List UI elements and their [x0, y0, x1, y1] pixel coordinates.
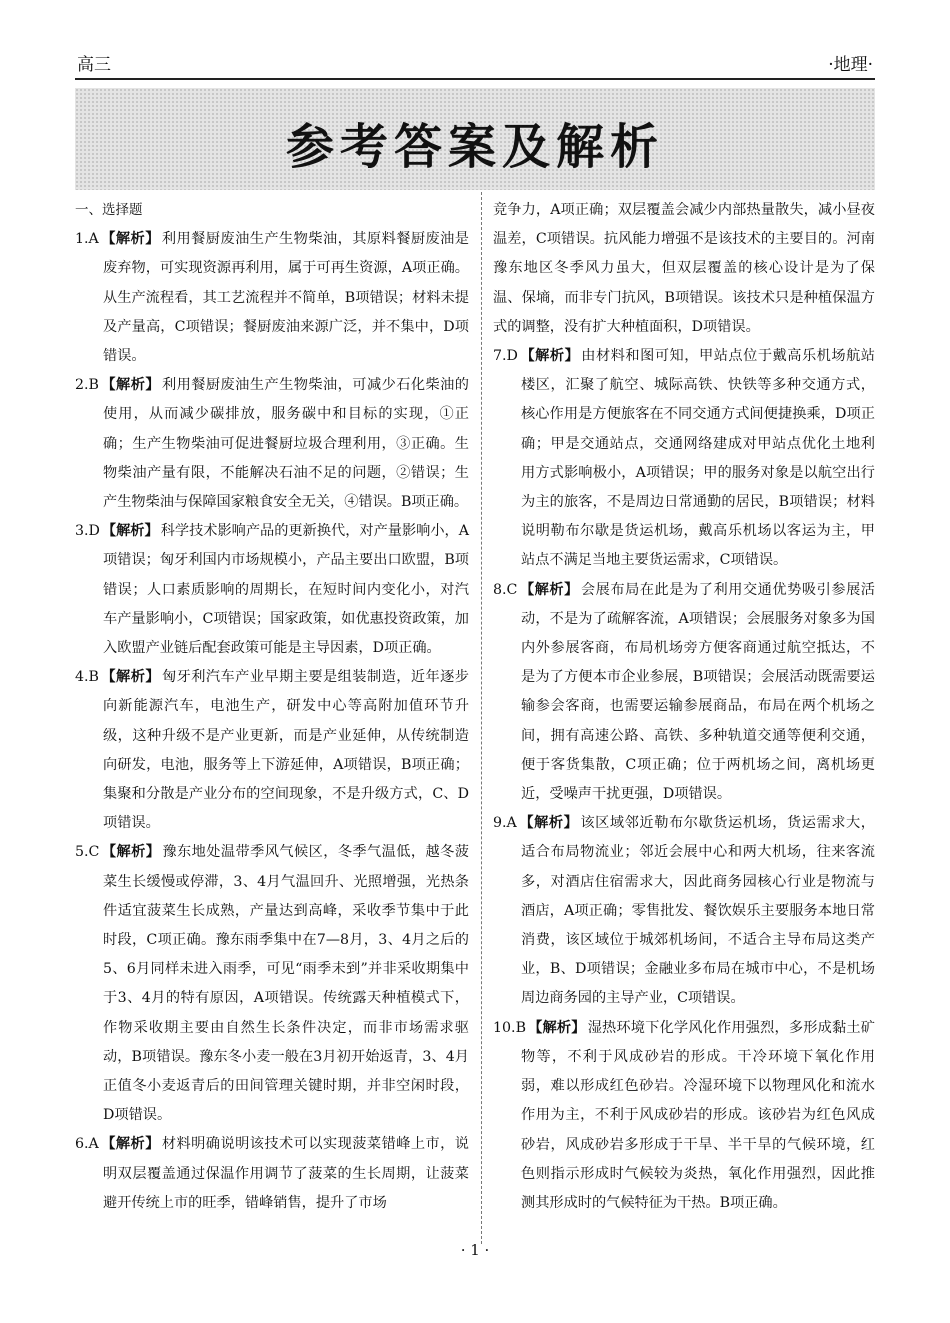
analysis-tag: 【解析】 — [528, 1019, 586, 1036]
answer-number: 6.A — [75, 1136, 99, 1153]
analysis-tag: 【解析】 — [100, 669, 160, 686]
title-banner — [75, 88, 875, 190]
page-number: · 1 · — [460, 1241, 490, 1259]
analysis-text: 材料明确说明该技术可以实现菠菜错峰上市，说明双层覆盖通过保温作用调节了菠菜的生长周期，让菠菜避开传统上市的旺季，错峰销售，提升了市场 — [103, 1136, 469, 1211]
answer-number: 2.B — [75, 377, 99, 394]
left-column — [75, 196, 469, 1218]
answer-number: 5.C — [75, 844, 100, 861]
answer-number: 8.C — [493, 581, 518, 598]
analysis-tag: 【解析】 — [519, 348, 580, 365]
answer-item — [75, 663, 469, 838]
answer-item — [493, 1014, 875, 1218]
answer-item — [493, 809, 875, 1013]
answer-number: 4.B — [75, 669, 99, 686]
analysis-text: 豫东地处温带季风气候区，冬季气温低，越冬菠菜生长缓慢或停滞，3、4月气温回升、光照增强，光热条件适宜菠菜生长成熟，产量达到高峰，采收季节集中于此时段，C项正确。豫东雨季集中在7—8月，3、4月之后的5、6月同样未进入雨季，可见“雨季未到”并非采收期集中于3、4月的特有原因，A项错误。传统露天种植模式下，作物采收期主要由自然生长条件决定，而非市场需求驱动，B项错误。豫东冬小麦一般在3月初开始返青，3、4月正值冬小麦返青后的田间管理关键时期，并非空闲时段，D项错误。 — [103, 844, 469, 1124]
answer-item — [493, 576, 875, 810]
analysis-tag: 【解析】 — [519, 581, 579, 598]
analysis-text: 会展布局在此是为了利用交通优势吸引参展活动，不是为了疏解客流，A项错误；会展服务对象多为国内外参展客商，布局机场旁方便客商通过航空抵达，不是为了方便本市企业参展，B项错误；会展活动既需要运输参会客商，也需要运输参展商品，布局在两个机场之间，拥有高速公路、高铁、多种轨道交通等便利交通，便于客货集散，C项正确；位于两机场之间，离机场更近，受噪声干扰更强，D项错误。 — [521, 581, 875, 803]
answer-item — [75, 1130, 469, 1218]
grade-label: 高三 — [77, 55, 111, 75]
continued-paragraph: 竞争力，A项正确；双层覆盖会减少内部热量散失，减小昼夜温差，C项错误。抗风能力增强不是该技术的主要目的。河南豫东地区冬季风力虽大，但双层覆盖的核心设计是为了保温、保墒，而非专门抗风，B项错误。该技术只是种植保温方式的调整，没有扩大种植面积，D项错误。 — [493, 202, 875, 335]
analysis-tag: 【解析】 — [100, 231, 160, 248]
analysis-tag: 【解析】 — [101, 844, 161, 861]
answer-item — [75, 838, 469, 1130]
right-column — [493, 196, 875, 1218]
analysis-text: 湿热环境下化学风化作用强烈，多形成黏土矿物等，不利于风成砂岩的形成。干冷环境下氧化作用弱，难以形成红色砂岩。冷湿环境下以物理风化和流水作用为主，不利于风成砂岩的形成。该砂岩为红色风成砂岩，风成砂岩多形成于干旱、半干旱的气候环境，红色则指示形成时气候较为炎热，氧化作用强烈，因此推测其形成时的气候特征为干热。B项正确。 — [521, 1019, 875, 1211]
answer-item — [75, 225, 469, 371]
analysis-tag: 【解析】 — [518, 815, 579, 832]
column-divider — [481, 192, 482, 1244]
analysis-text: 匈牙利汽车产业早期主要是组装制造，近年逐步向新能源汽车，电池生产，研发中心等高附加值环节升级，这种升级不是产业更新，而是产业延伸，从传统制造向研发，电池，服务等上下游延伸，A项错误，B项正确；集聚和分散是产业分布的空间现象，不是升级方式，C、D项错误。 — [103, 669, 469, 832]
answer-item — [75, 517, 469, 663]
page-title: 参考答案及解析 — [285, 119, 664, 175]
answer-number: 10.B — [493, 1019, 526, 1036]
analysis-text: 由材料和图可知，甲站点位于戴高乐机场航站楼区，汇聚了航空、城际高铁、快铁等多种交通方式，核心作用是方便旅客在不同交通方式间便捷换乘，D项正确；甲是交通站点，交通网络建成对甲站点优化土地利用方式影响极小，A项错误；甲的服务对象是以航空出行为主的旅客，不是周边日常通勤的居民，B项错误；材料说明勒布尔歇是货运机场，戴高乐机场以客运为主，甲站点不满足当地主要货运需求，C项错误。 — [521, 348, 875, 569]
analysis-tag: 【解析】 — [100, 377, 160, 394]
section-title: 一、选择题 — [75, 202, 143, 218]
answer-item — [75, 371, 469, 517]
analysis-text: 利用餐厨废油生产生物柴油，可减少石化柴油的使用，从而减少碳排放，服务碳中和目标的实现，①正确；生产生物柴油可促进餐厨垃圾合理利用，③正确。生物柴油产量有限，不能解决石油不足的问题，②错误；生产生物柴油与保障国家粮食安全无关，④错误。B项正确。 — [103, 377, 469, 511]
analysis-tag: 【解析】 — [101, 523, 159, 540]
analysis-tag: 【解析】 — [100, 1136, 160, 1153]
answer-item — [493, 342, 875, 576]
page-header — [75, 52, 875, 80]
analysis-text: 科学技术影响产品的更新换代，对产量影响小，A项错误；匈牙利国内市场规模小，产品主要出口欧盟，B项错误；人口素质影响的周期长，在短时间内变化小，对汽车产量影响小，C项错误；国家政策，如优惠投资政策，加入欧盟产业链后配套政策可能是主导因素，D项正确。 — [103, 523, 469, 657]
answer-number: 3.D — [75, 523, 100, 540]
answer-number: 1.A — [75, 231, 99, 248]
analysis-text: 该区域邻近勒布尔歇货运机场，货运需求大，适合布局物流业；邻近会展中心和两大机场，往来客流多，对酒店住宿需求大，因此商务园核心行业是物流与酒店，A项正确；零售批发、餐饮娱乐主要服务本地日常消费，该区域位于城郊机场间，不适合主导布局这类产业，B、D项错误；金融业多布局在城市中心，不是机场周边商务园的主导产业，C项错误。 — [521, 815, 875, 1007]
answer-number: 7.D — [493, 348, 518, 365]
subject-label: ·地理· — [828, 55, 873, 75]
answer-number: 9.A — [493, 815, 517, 832]
analysis-text: 利用餐厨废油生产生物柴油，其原料餐厨废油是废弃物，可实现资源再利用，属于可再生资源，A项正确。从生产流程看，其工艺流程并不简单，B项错误；材料未提及产量高，C项错误；餐厨废油来源广泛，并不集中，D项错误。 — [103, 231, 469, 364]
